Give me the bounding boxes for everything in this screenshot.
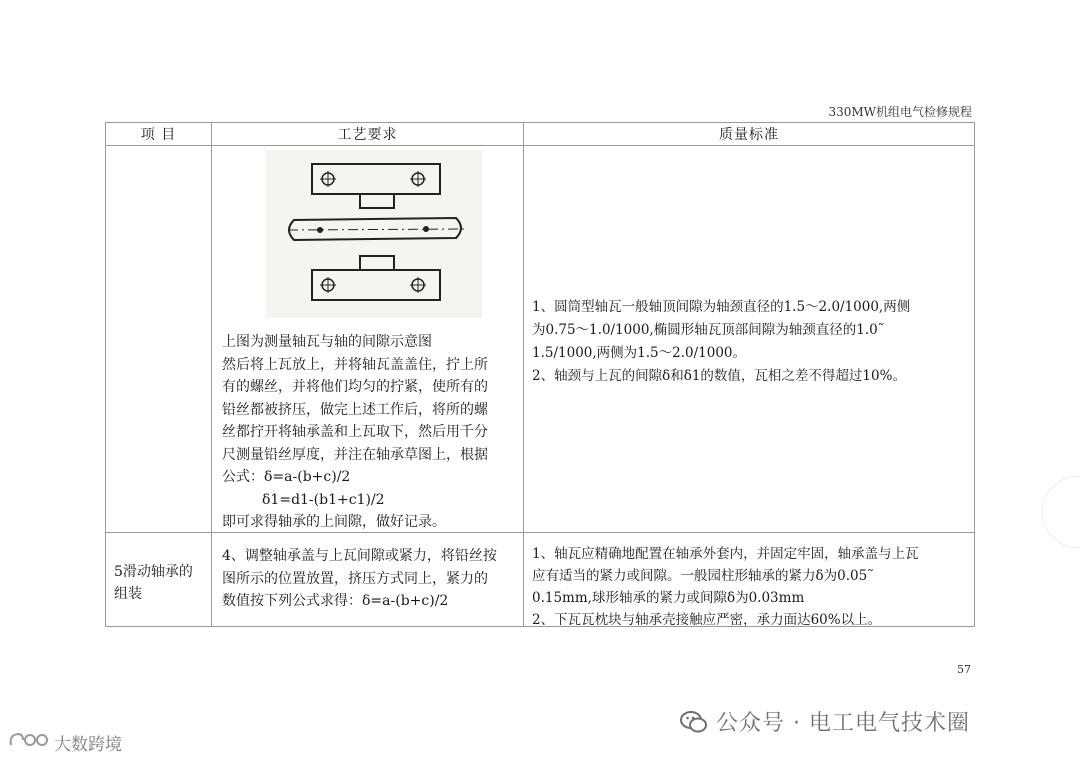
item-cell-empty — [106, 146, 212, 533]
quality-line: 应有适当的紧力或间隙。一般园柱形轴承的紧力δ为0.05˜ — [532, 568, 874, 584]
specification-table — [105, 122, 975, 627]
process-line: 尺测量铅丝厚度，并注在轴承草图上，根据 — [222, 446, 488, 463]
table-row — [106, 146, 975, 533]
process-line: 即可求得轴承的上间隙，做好记录。 — [222, 514, 446, 530]
quality-line: 0.15mm,球形轴承的紧力或间隙δ为0.03mm — [532, 590, 805, 606]
quality-cell — [524, 533, 975, 627]
process-line: 4、调整轴承盖与上瓦间隙或紧力，将铅丝按 — [222, 548, 497, 564]
quality-line: 1、轴瓦应精确地配置在轴承外套内，并固定牢固，轴承盖与上瓦 — [532, 546, 919, 562]
bottom-watermark — [8, 730, 122, 755]
process-line: 丝都拧开将轴承盖和上瓦取下，然后用千分 — [222, 424, 488, 440]
quality-line: 1.5/1000,两侧为1.5～2.0/1000。 — [532, 345, 747, 361]
process-text — [222, 545, 519, 613]
logo-icon — [8, 731, 50, 754]
quality-line: 2、轴颈与上瓦的间隙δ和δ1的数值，瓦相之差不得超过10%。 — [532, 368, 906, 384]
item-label — [114, 561, 207, 605]
process-cell — [212, 146, 524, 533]
process-cell — [212, 533, 524, 627]
bearing-diagram-svg — [266, 150, 482, 318]
watermark-text: 公众号 · 电工电气技术圈 — [716, 711, 970, 736]
table-header-row — [106, 123, 975, 146]
quality-line: 1、圆筒型轴瓦一般轴顶间隙为轴颈直径的1.5～2.0/1000,两侧 — [532, 299, 911, 315]
formula-line: δ1=d1-(b1+c1)/2 — [262, 491, 385, 508]
process-line: 有的螺丝，并将他们均匀的拧紧，使所有的 — [222, 379, 488, 395]
faint-stamp — [1042, 476, 1080, 548]
header-quality: 质量标准 — [524, 123, 975, 146]
process-line: 图所示的位置放置，挤压方式同上，紧力的 — [222, 570, 488, 587]
quality-line: 2、下瓦瓦枕块与轴承壳接触应严密，承力面达60%以上。 — [532, 612, 882, 628]
process-line: 铅丝都被挤压，做完上述工作后，将所的螺 — [222, 401, 488, 418]
item-line: 组装 — [114, 586, 142, 602]
document-title: 330MW机组电气检修规程 — [828, 105, 972, 119]
wechat-watermark — [680, 706, 970, 737]
table-row — [106, 533, 975, 627]
process-text — [222, 331, 517, 534]
quality-cell — [524, 146, 975, 533]
wechat-icon — [680, 710, 708, 734]
quality-line: 为0.75～1.0/1000,椭圆形轴瓦顶部间隙为轴颈直径的1.0˜ — [532, 322, 885, 338]
process-line: 上图为测量轴瓦与轴的间隙示意图 — [222, 334, 432, 350]
header-process: 工艺要求 — [212, 123, 524, 146]
item-line: 5滑动轴承的 — [114, 564, 193, 580]
bearing-clearance-diagram — [266, 150, 482, 318]
formula-line: 公式：δ=a-(b+c)/2 — [222, 469, 351, 485]
item-cell — [106, 533, 212, 627]
quality-text — [532, 543, 970, 631]
page-number: 57 — [957, 663, 971, 676]
bottom-watermark-text: 大数跨境 — [54, 735, 122, 755]
header-item: 项 目 — [106, 123, 212, 146]
process-line: 数值按下列公式求得：δ=a-(b+c)/2 — [222, 593, 449, 609]
quality-text — [532, 296, 970, 388]
process-line: 然后将上瓦放上，并将轴瓦盖盖住，拧上所 — [222, 356, 488, 373]
